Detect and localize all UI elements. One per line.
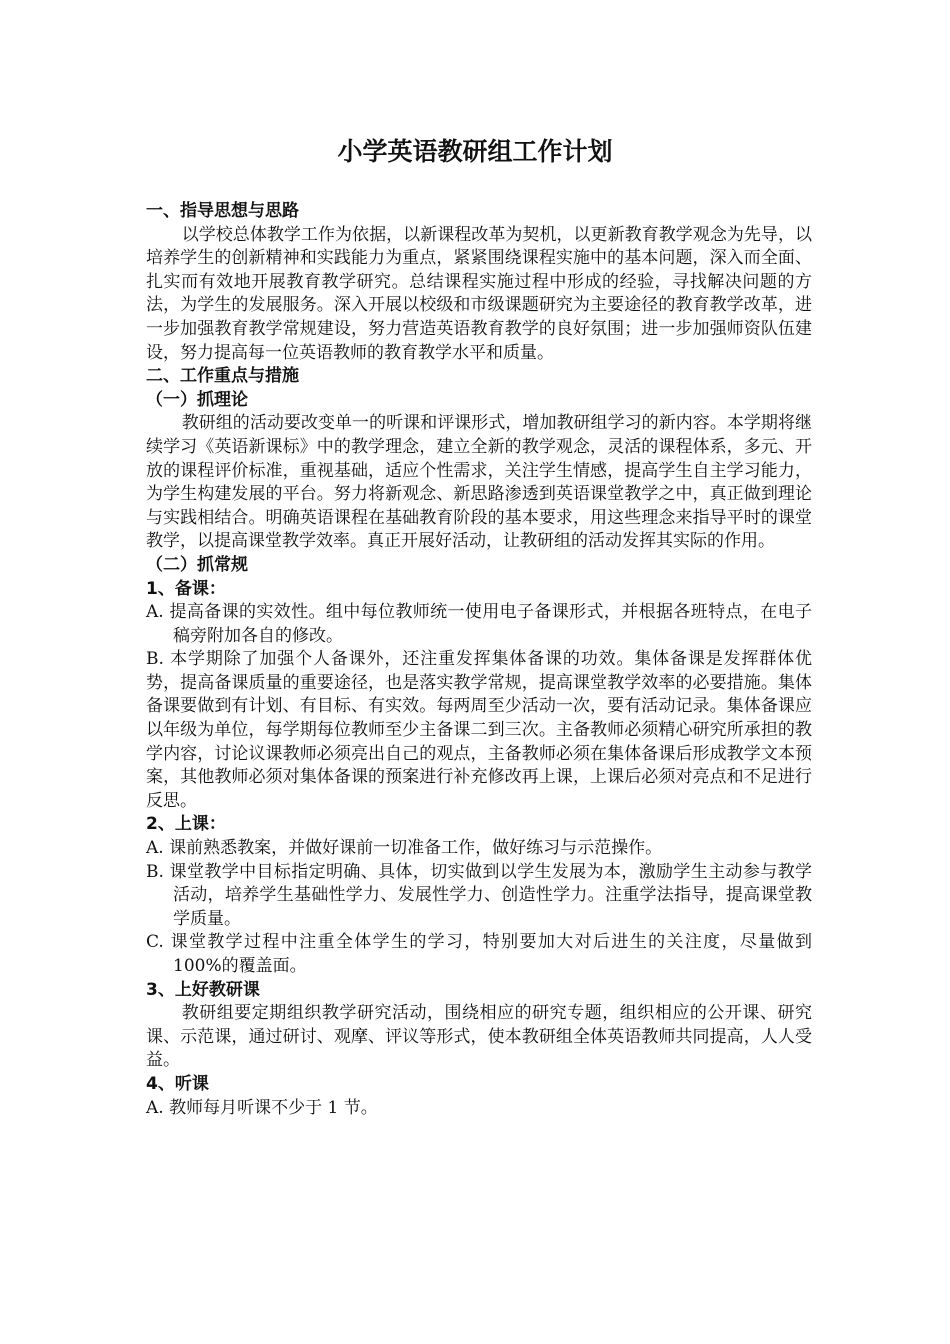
part-1-heading: （一）抓理论 xyxy=(146,389,248,410)
section-2-heading: 二、工作重点与措施 xyxy=(146,366,299,387)
section-1-paragraph: 以学校总体教学工作为依据，以新课程改革为契机，以更新教育教学观念为先导，以培养学生的创新精神和实践能力为重点，紧紧围绕课程实施中的基本问题，深入而全面、扎实而有效地开展教育教学研究。总结课程实施过程中形成的经验，寻找解决问题的方法，为学生的发展服务。深入开展以校级和市级课题研究为主要途径的教育教学改革，进一步加强教育教学常规建设，努力营造英语教育教学的良好氛围；进一步加强师资队伍建设，努力提高每一位英语教师的教育教学水平和质量。 xyxy=(146,224,812,363)
prep-item-a: A. 提高备课的实效性。组中每位教师统一使用电子备课形式，并根据各班特点，在电子稿旁附加各自的修改。 xyxy=(146,602,812,646)
teach-item-a: A. 课前熟悉教案，并做好课前一切准备工作，做好练习与示范操作。 xyxy=(146,838,663,859)
teach-item-c: C. 课堂教学过程中注重全体学生的学习，特别要加大对后进生的关注度，尽量做到100%的覆盖面。 xyxy=(146,932,812,976)
teach-item-b: B. 课堂教学中目标指定明确、具体，切实做到以学生发展为本，激励学生主动参与教学活动，培养学生基础性学力、发展性学力、创造性学力。注重学法指导，提高课堂教学质量。 xyxy=(146,861,812,929)
research-paragraph: 教研组要定期组织教学研究活动，围绕相应的研究专题，组织相应的公开课、研究课、示范课，通过研讨、观摩、评议等形式，使本教研组全体英语教师共同提高，人人受益。 xyxy=(146,1003,812,1071)
observe-item-a: A. 教师每月听课不少于 1 节。 xyxy=(146,1097,378,1118)
prep-heading: 1、备课： xyxy=(146,578,226,599)
research-heading: 3、上好教研课 xyxy=(146,979,260,1000)
document-title: 小学英语教研组工作计划 xyxy=(337,137,613,166)
document-body xyxy=(146,200,812,1120)
observe-heading: 4、听课 xyxy=(146,1073,209,1094)
prep-item-b: B. 本学期除了加强个人备课外，还注重发挥集体备课的功效。集体备课是发挥群体优势，提高备课质量的重要途径，也是落实教学常规，提高课堂教学效率的必要措施。集体备课要做到有计划、有目标、有实效。每两周至少活动一次，要有活动记录。集体备课应以年级为单位，每学期每位教师至少主备课二到三次。主备教师必须精心研究所承担的教学内容，讨论议课教师必须亮出自己的观点，主备教师必须在集体备课后形成教学文本预案，其他教师必须对集体备课的预案进行补充修改再上课，上课后必须对亮点和不足进行反思。 xyxy=(146,649,812,811)
part-2-heading: （二）抓常规 xyxy=(146,554,248,575)
teach-heading: 2、上课： xyxy=(146,814,226,835)
section-1-heading: 一、指导思想与思路 xyxy=(146,201,299,221)
part-1-paragraph: 教研组的活动要改变单一的听课和评课形式，增加教研组学习的新内容。本学期将继续学习《英语新课标》中的教学理念，建立全新的教学观念，灵活的课程体系，多元、开放的课程评价标准，重视基础，适应个性需求，关注学生情感，提高学生自主学习能力，为学生构建发展的平台。努力将新观念、新思路渗透到英语课堂教学之中，真正做到理论与实践相结合。明确英语课程在基础教育阶段的基本要求，用这些理念来指导平时的课堂教学，以提高课堂教学效率。真正开展好活动，让教研组的活动发挥其实际的作用。 xyxy=(146,413,812,552)
